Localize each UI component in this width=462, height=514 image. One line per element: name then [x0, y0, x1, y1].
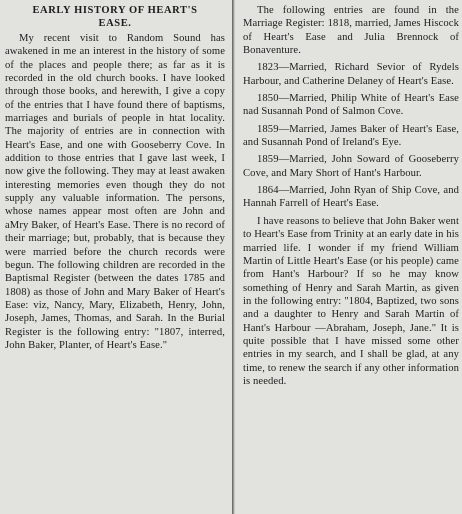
column-divider	[232, 0, 235, 514]
marriage-entry: 1859—Married, John Soward of Gooseberry Cove, and Mary Short of Hant's Harbour.	[243, 154, 459, 179]
marriage-entry: 1850—Married, Philip White of Heart's Ease nad Susannah Pond of Salmon Cove.	[243, 93, 459, 118]
closing-paragraph: I have reasons to believe that John Baker went to Heart's Ease from Trinity at an early date in his married life. I wonder if my friend William Martin of Little Heart's Ease (or his people) came from Hant's Harbour? If so he may know something of Henry and Sarah Martin, as given in the following entry: "1804, Baptized, two sons and a daughter to Henry and Sarah Martin of Hant's Harbour —Abraham, Joseph, Jane." It is quite possible that I have missed some other entries in my search, and I shall be glad, at any time, to renew the search if any other information is needed.	[243, 215, 459, 387]
marriage-entry: 1864—Married, John Ryan of Ship Cove, and Hannah Farrell of Heart's Ease.	[243, 185, 459, 210]
left-paragraph: My recent visit to Random Sound has awakened in me an interest in the history of some of the places and people there; as far as it is recorded in the old church books. I have looked through those books, and herewith, I give a copy of the entries that I have found there of baptisms, marriages and burials of people in htat locality. The majority of entries are in connection with Heart's Ease, and one with Gooseberry Cove. In addition to those entries that I gave last week, I now give the following. They may at least awaken interesting memories even though they do not supply any valuable information. The persons, whose names appear most often are John and aMry Baker, of Heart's Ease. There is no record of their marriage; but, probably, that is because they were married before the church records were begun. The following children are recorded in the Baptismal Register (between the dates 1785 and 1808) as those of John and Mary Baker of Heart's Ease: viz, Nancy, Mary, Elizabeth, Henry, John, Joseph, James, Thomas, and Sarah. In the Burial Register is the following entry: "1807, interred, John Baker, Planter, of Heart's Ease."	[5, 33, 225, 351]
article-headline	[5, 4, 225, 30]
marriage-entry: 1823—Married, Richard Sevior of Rydels Harbour, and Catherine Delaney of Heart's Ease.	[243, 62, 459, 87]
marriage-register-intro: The following entries are found in the Marriage Register: 1818, married, James Hiscock of Heart's Ease and Julia Brennock of Bonaventure.	[243, 5, 459, 57]
headline-line-1: EARLY HISTORY OF HEART'S	[32, 5, 198, 16]
marriage-entry: 1859—Married, James Baker of Heart's Ease, and Susannah Pond of Ireland's Eye.	[243, 123, 459, 149]
right-column	[237, 0, 462, 514]
headline-line-2: EASE.	[98, 18, 132, 29]
